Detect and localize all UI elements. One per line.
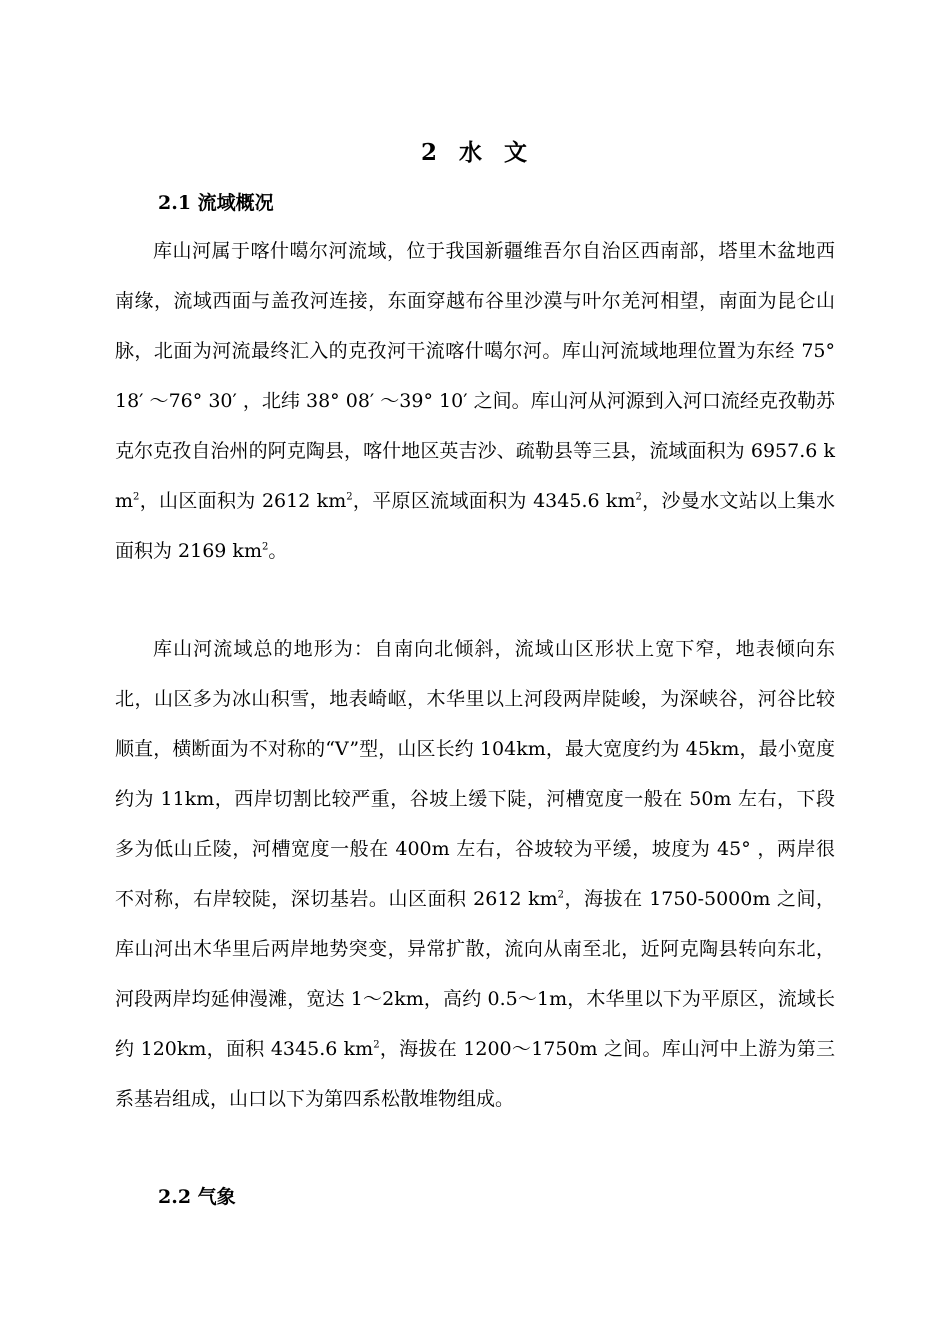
chapter-title: 2 水 文 xyxy=(420,139,530,166)
section-heading-2-2: 2.2 气象 xyxy=(158,1186,236,1208)
superscript-2: 2 xyxy=(346,491,353,503)
superscript-2: 2 xyxy=(133,491,140,503)
superscript-2: 2 xyxy=(635,491,642,503)
paragraph-terrain xyxy=(115,624,835,1124)
section-heading-2-1: 2.1 流域概况 xyxy=(158,192,274,214)
paragraph-basin-overview xyxy=(115,226,835,576)
paragraph-text: ，山区面积为 2612 km xyxy=(139,490,347,512)
superscript-2: 2 xyxy=(261,541,269,553)
paragraph-text: ，沙曼水文站以上集水面积为 2169 km xyxy=(115,490,835,562)
superscript-2: 2 xyxy=(373,1039,380,1051)
paragraph-text: ，海拔在 1200～1750m 之间。库山河中上游为第三系基岩组成，山口以下为第四系松散堆物组成。 xyxy=(115,1038,835,1110)
paragraph-text: 。 xyxy=(268,540,288,562)
superscript-2: 2 xyxy=(557,889,564,901)
paragraph-text: 库山河属于喀什噶尔河流域，位于我国新疆维吾尔自治区西南部，塔里木盆地西南缘，流域西面与盖孜河连接，东面穿越布谷里沙漠与叶尔羌河相望，南面为昆仑山脉，北面为河流最终汇入的克孜河干流喀什噶尔河。库山河流域地理位置为东经 75° 18′ ～76° 30′ ，北纬 38° 08′ ～39° 10′ 之间。库山河从河源到入河口流经克孜勒苏克尔克孜自治州的阿克陶县，喀什地区英吉沙、疏勒县等三县，流域面积为 6957.6 km xyxy=(115,240,835,512)
paragraph-text: 库山河流域总的地形为：自南向北倾斜，流域山区形状上宽下窄，地表倾向东北，山区多为冰山积雪，地表崎岖，木华里以上河段两岸陡峻，为深峡谷，河谷比较顺直，横断面为不对称的“V”型，山区长约 104km，最大宽度约为 45km，最小宽度约为 11km，西岸切割比较严重，谷坡上缓下陡，河槽宽度一般在 50m 左右，下段多为低山丘陵，河槽宽度一般在 400m 左右，谷坡较为平缓，坡度为 45° ，两岸很不对称，右岸较陡，深切基岩。山区面积 2612 km xyxy=(115,638,835,910)
paragraph-text: ，平原区流域面积为 4345.6 km xyxy=(352,490,636,512)
paragraph-text: ，海拔在 1750-5000m 之间，库山河出木华里后两岸地势突变，异常扩散，流向从南至北，近阿克陶县转向东北，河段两岸均延伸漫滩，宽达 1～2km，高约 0.5～1m，木华里以下为平原区，流域长约 120km，面积 4345.6 km xyxy=(115,888,835,1060)
